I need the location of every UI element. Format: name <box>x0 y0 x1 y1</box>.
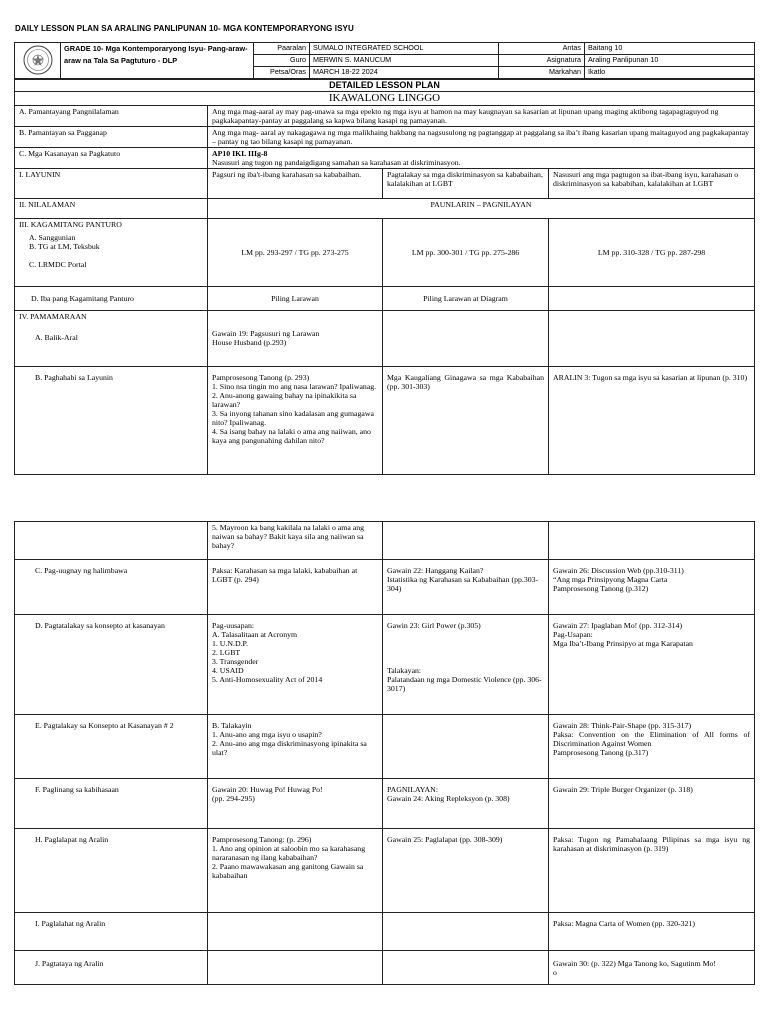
mastery-day3: Gawain 29: Triple Burger Organizer (p. 318) <box>549 779 755 829</box>
objective-day1: Pagsuri ng iba't-ibang karahasan sa kababaihan. <box>208 169 383 199</box>
header-info-table <box>14 42 755 79</box>
date-value: MARCH 18-22 2024 <box>310 67 499 79</box>
discussion-2-label: E. Pagtalakay sa Konsepto at Kasanayan # 2 <box>15 715 208 779</box>
evaluation-day1 <box>208 951 383 985</box>
continued-day2-cell <box>383 522 549 560</box>
competencies-cell <box>208 148 755 169</box>
other-materials-day2: Piling Larawan at Diagram <box>383 287 549 311</box>
deped-seal-logo <box>15 43 61 79</box>
objective-day2: Pagtalakay sa mga diskriminasyon sa kababaihan, kalalakihan at LGBT <box>383 169 549 199</box>
level-key: Antas <box>499 43 585 55</box>
subject-key: Asignatura <box>499 55 585 67</box>
examples-label: C. Pag-uugnay ng halimbawa <box>15 560 208 615</box>
discussion-1-label: D. Pagtatalakay sa konsepto at kasanayan <box>15 615 208 715</box>
purpose-label: B. Paghahabi sa Layunin <box>15 367 208 475</box>
mastery-day1: Gawain 20: Huwag Po! Huwag Po! (pp. 294-295) <box>208 779 383 829</box>
purpose-day1: Pamprosesong Tanong (p. 293) 1. Sino nsa tingin mo ang nasa larawan? Ipaliwanag. 2. Anu-anong gawaing bahay na ipinakikita sa larawan? 3. Sa inyong tahanan sino kadalasan ang gumagawa nito? Ipaliwanag. 4. Sa isang bahay na lalaki o ama ang naiiwan, ano kaya ang pangunahing dahilan nito? <box>208 367 383 475</box>
materials-lm-day3: LM pp. 310-328 / TG pp. 287-298 <box>549 219 755 287</box>
other-materials-label: D. Iba pang Kagamitang Panturo <box>15 287 208 311</box>
lesson-plan-table-page1 <box>14 79 755 475</box>
discussion-2-day3: Gawain 28: Think-Pair-Shape (pp. 315-317) Paksa: Convention on the Elimination of All forms of Discrimination Against Women Pamprosesong Tanong (p.317) <box>549 715 755 779</box>
discussion-2-day2 <box>383 715 549 779</box>
evaluation-label: J. Pagtataya ng Aralin <box>15 951 208 985</box>
competency-code: AP10 IKL IIIg-8 <box>212 149 268 158</box>
subject-value: Araling Panlipunan 10 <box>585 55 755 67</box>
continued-question-5: 5. Mayroon ka bang kakilala na lalaki o ama ang naiwan sa bahay? Bakit kaya sila ang naiiwan sa bahay? <box>208 522 383 560</box>
review-day3 <box>549 311 755 367</box>
quarter-value: Ikatlo <box>585 67 755 79</box>
continued-day3-cell <box>549 522 755 560</box>
school-key: Paaralan <box>254 43 310 55</box>
purpose-day2: Mga Kaugaliang Ginagawa sa mga Kababaihan (pp. 301-303) <box>383 367 549 475</box>
review-day1: Gawain 19: Pagsusuri ng Larawan House Husband (p.293) <box>208 311 383 367</box>
materials-sub-list: A. Sanggunian B. TG at LM, Teksbuk C. LRMDC Portal <box>29 233 100 269</box>
objectives-label: I. LAYUNIN <box>15 169 208 199</box>
document-title: DAILY LESSON PLAN SA ARALING PANLIPUNAN 10- MGA KONTEMPORARYONG ISYU <box>15 24 354 33</box>
discussion-2-day1: B. Talakayin 1. Anu-ano ang mga isyu o usapin? 2. Anu-ano ang mga diskriminasyong ipinakita sa ulat? <box>208 715 383 779</box>
content-standard-label: A. Pamantayang Pangnilalaman <box>15 106 208 127</box>
materials-lm-day2: LM pp. 300-301 / TG pp. 275-286 <box>383 219 549 287</box>
materials-lm-day1: LM pp. 293-297 / TG pp. 273-275 <box>208 219 383 287</box>
school-value: SUMALO INTEGRATED SCHOOL <box>310 43 499 55</box>
teacher-value: MERWIN S. MANUCUM <box>310 55 499 67</box>
objective-day3: Nasusuri ang mga pagtugon sa ibat-ibang isyu, karahasan o diskriminasyon sa kababihan, kalalakihan at LGBT <box>549 169 755 199</box>
mastery-day2: PAGNILAYAN: Gawain 24: Aking Repleksyon (p. 308) <box>383 779 549 829</box>
competency-text: Nasusuri ang tugon ng pandaigdigang samahan sa karahasan at diskriminasyon. <box>212 158 461 167</box>
performance-standard-label: B. Pamantayan sa Pagganap <box>15 127 208 148</box>
examples-day3: Gawain 26: Discussion Web (pp.310-311) “Ang mga Prinsipyong Magna Carta Pamprosesong Tanong (p.312) <box>549 560 755 615</box>
week-title: IKAWALONG LINGGO <box>15 92 755 106</box>
evaluation-day2 <box>383 951 549 985</box>
materials-cell <box>15 219 208 287</box>
other-materials-day3 <box>549 287 755 311</box>
date-key: Petsa/Oras <box>254 67 310 79</box>
examples-day1: Paksa: Karahasan sa mga lalaki, kababaihan at LGBT (p. 294) <box>208 560 383 615</box>
generalization-label: I. Paglalahat ng Aralin <box>15 913 208 951</box>
procedure-label: IV. PAMAMARAAN <box>19 312 87 321</box>
application-day3: Paksa: Tugon ng Pamahalaang Pilipinas sa mga isyu ng karahasan at diskriminasyon (p. 319) <box>549 829 755 913</box>
discussion-1-day1: Pag-uusapan: A. Talasalitaan at Acronym 1. U.N.D.P. 2. LGBT 3. Transgender 4. USAID 5. Anti-Homosexuality Act of 2014 <box>208 615 383 715</box>
generalization-day2 <box>383 913 549 951</box>
application-label: H. Paglalapat ng Aralin <box>15 829 208 913</box>
content-label: II. NILALAMAN <box>15 199 208 219</box>
purpose-day3: ARALIN 3: Tugon sa mga isyu sa kasarian at lipunan (p. 310) <box>549 367 755 475</box>
generalization-day3: Paksa: Magna Carta of Women (pp. 320-321) <box>549 913 755 951</box>
continued-label-cell <box>15 522 208 560</box>
quarter-key: Markahan <box>499 67 585 79</box>
discussion-1-day3: Gawain 27: Ipaglaban Mo! (pp. 312-314) Pag-Usapan: Mga Iba’t-Ibang Prinsipyo at mga Karapatan <box>549 615 755 715</box>
grade-label: GRADE 10- Mga Kontemporaryong Isyu- Pang-araw-araw na Tala Sa Pagtuturo - DLP <box>61 43 254 79</box>
evaluation-day3: Gawain 30: (p. 322) Mga Tanong ko, Sagutinm Mo! o <box>549 951 755 985</box>
competencies-label: C. Mga Kasanayan sa Pagkatuto <box>15 148 208 169</box>
discussion-1-day2: Gawin 23: Girl Power (p.305) Talakayan: Palatandaan ng mga Domestic Violence (pp. 306-3017) <box>383 615 549 715</box>
lesson-plan-table-page2 <box>14 521 755 985</box>
application-day1: Pamprosesong Tanong: (p. 296) 1. Ano ang opinion at saloobin mo sa karahasang nararanasan ng ilang kababaihan? 2. Paano mawawakasan ang ganitong Gawain sa kababaihan <box>208 829 383 913</box>
teacher-key: Guro <box>254 55 310 67</box>
content-value: PAUNLARIN – PAGNILAYAN <box>208 199 755 219</box>
examples-day2: Gawain 22: Hanggang Kailan? Istatistika ng Karahasan sa Kababaihan (pp.303-304) <box>383 560 549 615</box>
materials-label: III. KAGAMITANG PANTURO <box>19 220 122 229</box>
other-materials-day1: Piling Larawan <box>208 287 383 311</box>
review-label: A. Balik-Aral <box>35 333 78 342</box>
application-day2: Gawain 25: Paglalapat (pp. 308-309) <box>383 829 549 913</box>
performance-standard-text: Ang mga mag- aaral ay nakagagawa ng mga malikhaing hakbang na nagsusulong ng pagtanggap at paggalang sa iba’t ibang kasarian upang maitaguyod ang pagkakapantay – pantay ng tao bilang kasapi ng pamayanan. <box>208 127 755 148</box>
review-day2 <box>383 311 549 367</box>
generalization-day1 <box>208 913 383 951</box>
mastery-label: F. Paglinang sa kabihasaan <box>15 779 208 829</box>
procedure-cell <box>15 311 208 367</box>
detailed-lesson-plan-title: DETAILED LESSON PLAN <box>15 80 755 92</box>
content-standard-text: Ang mga mag-aaral ay may pag-unawa sa mga epekto ng mga isyu at hamon na may kaugnayan sa kasarian at lipunan upang maging aktibong tagapagtaguyod ng pagkakapantay-pantay at paggalang sa kapwa bilang kasapi ng pamayanan. <box>208 106 755 127</box>
level-value: Baitang 10 <box>585 43 755 55</box>
